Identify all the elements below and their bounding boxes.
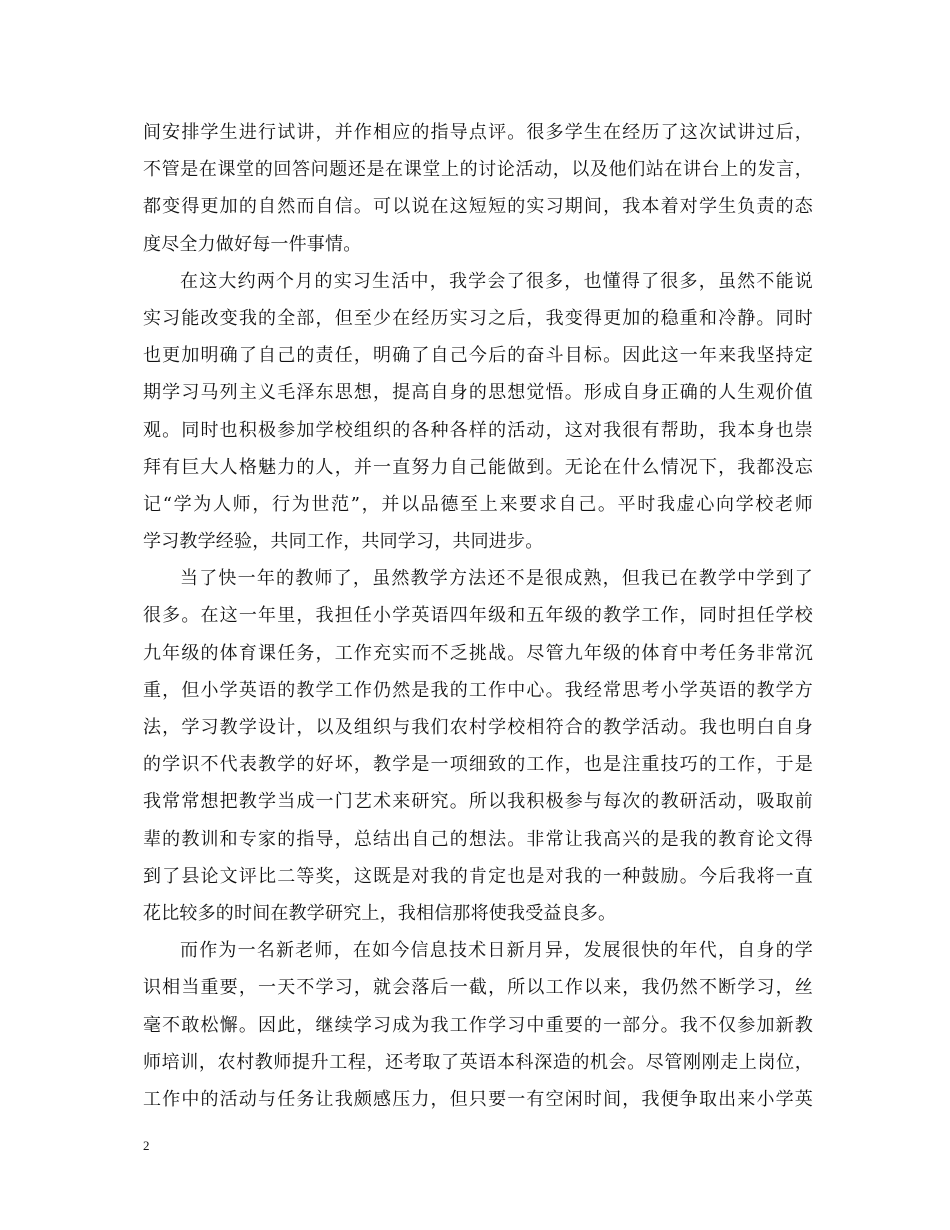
text-line: 间安排学生进行试讲，并作相应的指导点评。很多学生在经历了这次试讲过后，: [143, 122, 813, 143]
text-line: 拜有巨大人格魅力的人，并一直努力自己能做到。无论在什么情况下，我都没忘: [143, 456, 813, 478]
text-line: 毫不敢松懈。因此，继续学习成为我工作学习中重要的一部分。我不仅参加新教: [143, 1014, 813, 1036]
text-line: 观。同时也积极参加学校组织的各种各样的活动，这对我很有帮助，我本身也崇: [143, 419, 813, 441]
text-line: 学习教学经验，共同工作，共同学习，共同进步。: [143, 531, 544, 553]
text-line: 识相当重要，一天不学习，就会落后一截，所以工作以来，我仍然不断学习，丝: [143, 977, 813, 999]
text-line: 实习能改变我的全部，但至少在经历实习之后，我变得更加的稳重和冷静。同时: [143, 307, 813, 329]
paragraph-first-line: 当了快一年的教师了，虽然教学方法还不是很成熟，但我已在教学中学到了: [180, 568, 813, 590]
text-line: 工作中的活动与任务让我颇感压力，但只要一有空闲时间，我便争取出来小学英: [143, 1088, 813, 1110]
text-line: 我常常想把教学当成一门艺术来研究。所以我积极参与每次的教研活动，吸取前: [143, 791, 813, 813]
text-line: 记“学为人师，行为世范”，并以品德至上来要求自己。平时我虚心向学校老师: [143, 493, 813, 515]
text-line: 也更加明确了自己的责任，明确了自己今后的奋斗目标。因此这一年来我坚持定: [143, 345, 813, 367]
text-line: 到了县论文评比二等奖，这既是对我的肯定也是对我的一种鼓励。今后我将一直: [143, 865, 813, 887]
paragraph-first-line: 而作为一名新老师，在如今信息技术日新月异，发展很快的年代，自身的学: [180, 940, 813, 962]
text-line: 都变得更加的自然而自信。可以说在这短短的实习期间，我本着对学生负责的态: [143, 196, 813, 218]
text-line: 重，但小学英语的教学工作仍然是我的工作中心。我经常思考小学英语的教学方: [143, 679, 813, 701]
paragraph-first-line: 在这大约两个月的实习生活中，我学会了很多，也懂得了很多，虽然不能说: [180, 270, 813, 292]
page-number: 2: [143, 1138, 150, 1153]
text-line: 不管是在课堂的回答问题还是在课堂上的讨论活动，以及他们站在讲台上的发言，: [143, 159, 813, 181]
text-line: 期学习马列主义毛泽东思想，提高自身的思想觉悟。形成自身正确的人生观价值: [143, 382, 813, 404]
text-line: 九年级的体育课任务，工作充实而不乏挑战。尽管九年级的体育中考任务非常沉: [143, 642, 813, 664]
text-line: 的学识不代表教学的好坏，教学是一项细致的工作，也是注重技巧的工作，于是: [143, 754, 813, 776]
text-line: 法，学习教学设计，以及组织与我们农村学校相符合的教学活动。我也明白自身: [143, 717, 813, 738]
text-line: 度尽全力做好每一件事情。: [143, 233, 362, 255]
text-line: 很多。在这一年里，我担任小学英语四年级和五年级的教学工作，同时担任学校: [143, 605, 813, 627]
text-line: 花比较多的时间在教学研究上，我相信那将使我受益良多。: [143, 902, 617, 924]
text-line: 辈的教训和专家的指导，总结出自己的想法。非常让我高兴的是我的教育论文得: [143, 828, 813, 850]
document-body: [143, 114, 813, 1118]
text-line: 师培训，农村教师提升工程，还考取了英语本科深造的机会。尽管刚刚走上岗位，: [143, 1051, 813, 1073]
